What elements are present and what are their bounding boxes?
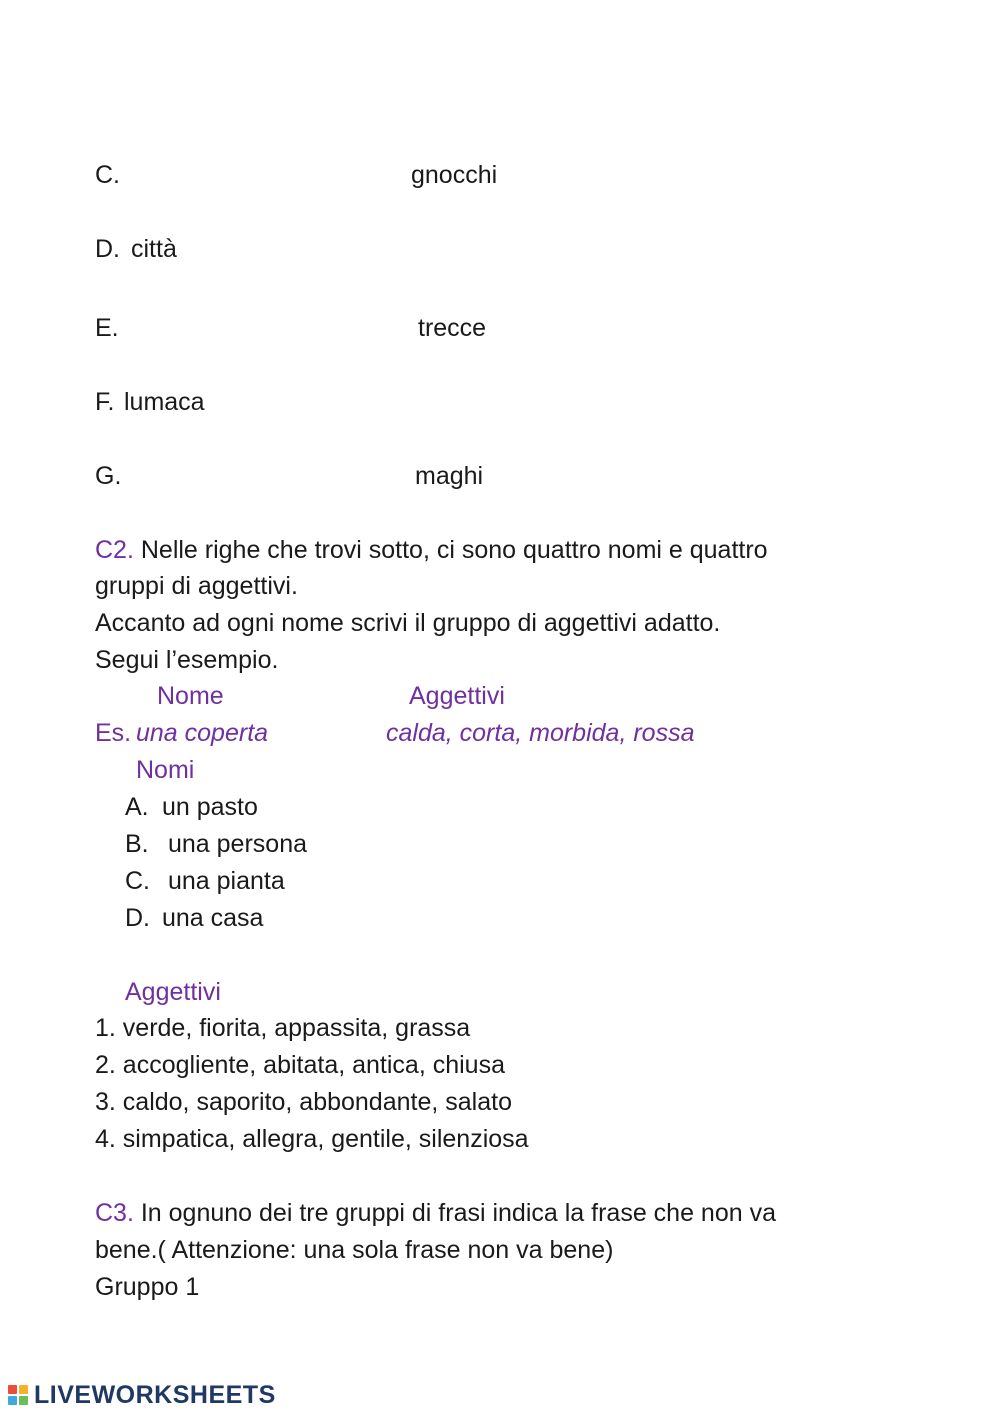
c3-group-label: Gruppo 1 — [95, 1273, 200, 1301]
nome-text: una casa — [162, 904, 264, 932]
c1-item-letter: F. — [95, 388, 115, 416]
c2-label: C2. — [95, 536, 134, 564]
c3-instruction-line — [95, 1198, 776, 1228]
aggettivi-group: 1. verde, fiorita, appassita, grassa — [95, 1014, 471, 1042]
c1-item-word: gnocchi — [411, 161, 498, 189]
aggettivi-group: 4. simpatica, allegra, gentile, silenziosa — [95, 1125, 529, 1153]
c3-label: C3. — [95, 1199, 134, 1227]
c2-instruction-line: Accanto ad ogni nome scrivi il gruppo di aggettivi adatto. — [95, 609, 721, 637]
liveworksheets-logo — [8, 1380, 276, 1410]
nome-letter: A. — [125, 793, 149, 821]
example-adjectives: calda, corta, morbida, rossa — [386, 719, 695, 747]
logo-block — [8, 1385, 17, 1394]
c1-item-letter: D. — [95, 235, 120, 263]
c1-item-letter: C. — [95, 161, 120, 189]
logo-block — [8, 1396, 17, 1405]
brand-name: LIVEWORKSHEETS — [34, 1380, 276, 1409]
header-nome: Nome — [157, 682, 224, 710]
aggettivi-heading: Aggettivi — [125, 978, 221, 1006]
c2-instruction-line: gruppi di aggettivi. — [95, 572, 298, 600]
nome-letter: D. — [125, 904, 150, 932]
c2-instruction-line: Segui l’esempio. — [95, 646, 279, 674]
c1-item-word: lumaca — [124, 388, 205, 416]
c3-instruction-line: bene.( Attenzione: una sola frase non va bene) — [95, 1236, 614, 1264]
c1-item-letter: E. — [95, 314, 119, 342]
aggettivi-group: 2. accogliente, abitata, antica, chiusa — [95, 1051, 505, 1079]
nome-text: una pianta — [168, 867, 285, 895]
c2-instruction-line — [95, 535, 768, 565]
c3-instruction-text: In ognuno dei tre gruppi di frasi indica la frase che non va — [140, 1199, 776, 1227]
aggettivi-group: 3. caldo, saporito, abbondante, salato — [95, 1088, 512, 1116]
c1-item-word: maghi — [415, 462, 484, 490]
nome-text: un pasto — [162, 793, 258, 821]
c1-item-word: trecce — [418, 314, 487, 342]
logo-block — [19, 1385, 28, 1394]
nome-text: una persona — [168, 830, 308, 858]
c1-item-word: città — [131, 235, 177, 263]
example-label: Es. — [95, 719, 132, 747]
example-noun: una coperta — [136, 719, 269, 747]
nomi-heading: Nomi — [136, 756, 195, 784]
c2-instruction-text: Nelle righe che trovi sotto, ci sono quattro nomi e quattro — [140, 536, 768, 564]
c1-item-letter: G. — [95, 462, 122, 490]
header-aggettivi: Aggettivi — [409, 682, 505, 710]
nome-letter: C. — [125, 867, 150, 895]
nome-letter: B. — [125, 830, 149, 858]
logo-blocks-icon — [8, 1385, 28, 1405]
logo-block — [19, 1396, 28, 1405]
